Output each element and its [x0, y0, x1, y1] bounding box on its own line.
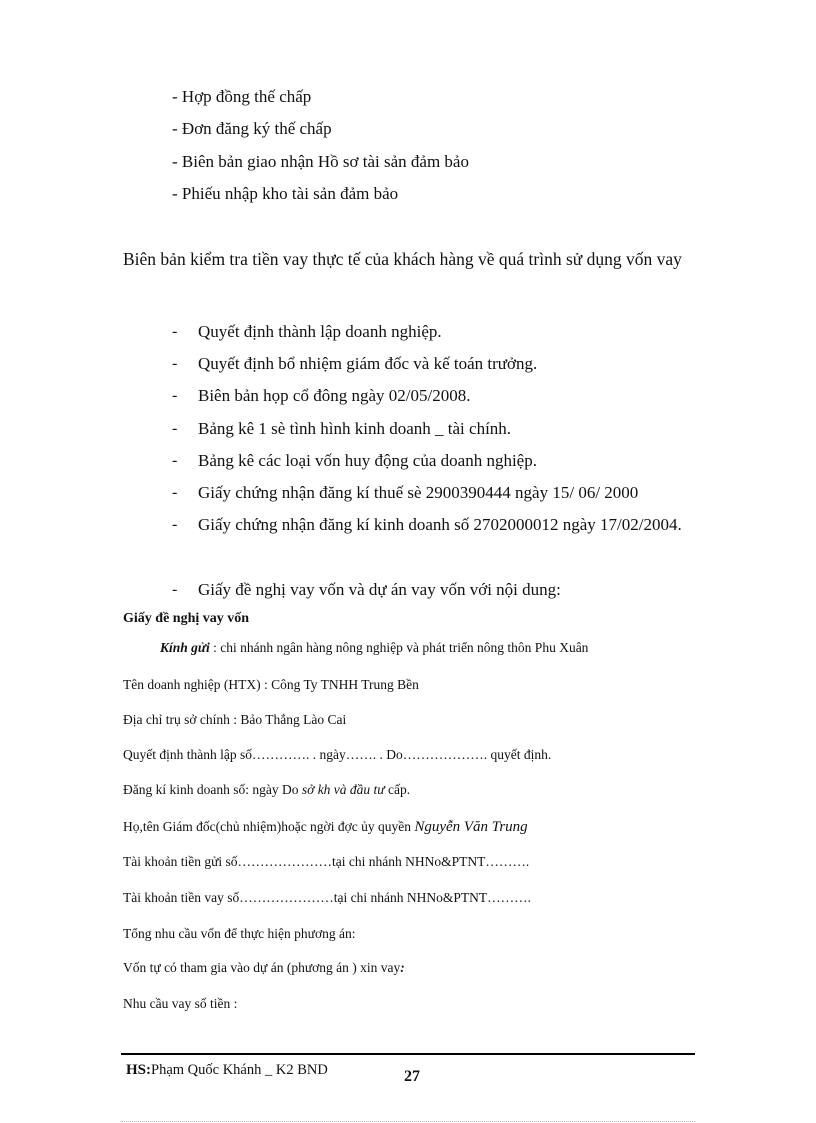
bullet-marker: -: [172, 581, 178, 598]
bullet-marker: -: [172, 452, 178, 469]
form-company: Tên doanh nghiệp (HTX) : Công Ty TNHH Trung Bền: [123, 677, 419, 692]
recipient-label: Kính gửi: [160, 640, 210, 655]
form-deposit-account: Tài khoản tiền gửi số…………………tại chi nhánh NHNo&PTNT……….: [123, 854, 530, 869]
bullet-marker: -: [172, 387, 178, 404]
bullet-item: [172, 478, 720, 508]
form-recipient: [160, 639, 588, 657]
bullet-text: Quyết định thành lập doanh nghiệp.: [198, 322, 442, 341]
bullet-text: Bảng kê 1 sè tình hình kinh doanh _ tài chính.: [198, 419, 512, 438]
bullet-text: Giấy chứng nhận đăng kí thuế sè 2900390444 ngày 15/ 06/ 2000: [198, 483, 639, 502]
form-loan-need: Nhu cầu vay số tiền :: [123, 996, 238, 1011]
bullet-item: [172, 414, 720, 444]
bullet-marker: -: [172, 420, 178, 437]
bullet-item: [172, 349, 720, 379]
registration-prefix: Đăng kí kinh doanh số: ngày Do: [123, 782, 302, 797]
bullet-text: Giấy chứng nhận đăng kí kinh doanh số 2702000012 ngày 17/02/2004.: [198, 515, 682, 534]
form-director: [123, 818, 528, 836]
bullet-marker: -: [172, 323, 178, 340]
director-prefix: Họ,tên Giám đốc(chủ nhiệm)hoặc ngời đợc ủy quyền: [123, 819, 415, 834]
bullet-text: Biên bản họp cổ đông ngày 02/05/2008.: [198, 386, 471, 405]
attachment-item: - Đơn đăng ký thế chấp: [172, 119, 332, 138]
page-number: 27: [404, 1068, 420, 1085]
bullet-text: Bảng kê các loại vốn huy động của doanh nghiệp.: [198, 451, 537, 470]
bullet-item: [172, 381, 720, 411]
form-own-capital: [123, 959, 405, 977]
bullet-text: Giấy đề nghị vay vốn và dự án vay vốn với nội dung:: [198, 580, 561, 599]
bullet-item: [172, 575, 720, 605]
registration-suffix: cấp.: [384, 782, 411, 797]
form-total-need: Tổng nhu cầu vốn để thực hiện phương án:: [123, 926, 356, 941]
director-name: Nguyễn Văn Trung: [414, 819, 528, 835]
footer-hs-label: HS:: [126, 1062, 152, 1078]
own-capital-colon: :: [400, 960, 405, 975]
bullet-marker: -: [172, 484, 178, 501]
attachment-item: - Biên bản giao nhận Hồ sơ tài sản đảm bảo: [172, 152, 469, 171]
bullet-item: [172, 317, 720, 347]
attachment-item: - Phiếu nhập kho tài sản đảm bảo: [172, 184, 399, 203]
form-loan-account: Tài khoản tiền vay số…………………tại chi nhánh NHNo&PTNT……….: [123, 890, 531, 905]
registration-issuer: sở kh và đầu tư: [301, 782, 385, 797]
bullet-marker: -: [172, 516, 178, 533]
own-capital-text: Vốn tự có tham gia vào dự án (phương án ) xin vay: [123, 960, 401, 975]
attachment-item: - Hợp đồng thế chấp: [172, 87, 312, 106]
inspection-paragraph: Biên bản kiểm tra tiền vay thực tế của khách hàng về quá trình sử dụng vốn vay: [123, 249, 682, 269]
footer-author: [126, 1062, 328, 1079]
form-registration: [123, 781, 410, 799]
bullet-marker: -: [172, 355, 178, 372]
bullet-text: Quyết định bổ nhiệm giám đốc và kế toán trưởng.: [198, 354, 538, 373]
form-title: Giấy đề nghị vay vốn: [123, 611, 250, 626]
bottom-dotted-rule: [121, 1121, 695, 1122]
form-address: Địa chỉ trụ sở chính : Bảo Thắng Lào Cai: [123, 712, 347, 727]
bullet-item: [172, 446, 720, 476]
footer-author-name: Phạm Quốc Khánh _ K2 BND: [151, 1062, 328, 1078]
form-decision: Quyết định thành lập số…………. . ngày……. . Do………………. quyết định.: [123, 747, 552, 762]
footer-divider: [121, 1053, 695, 1055]
recipient-value: : chi nhánh ngân hàng nông nghiệp và phát triển nông thôn Phu Xuân: [209, 640, 589, 655]
bullet-item: [172, 510, 720, 540]
